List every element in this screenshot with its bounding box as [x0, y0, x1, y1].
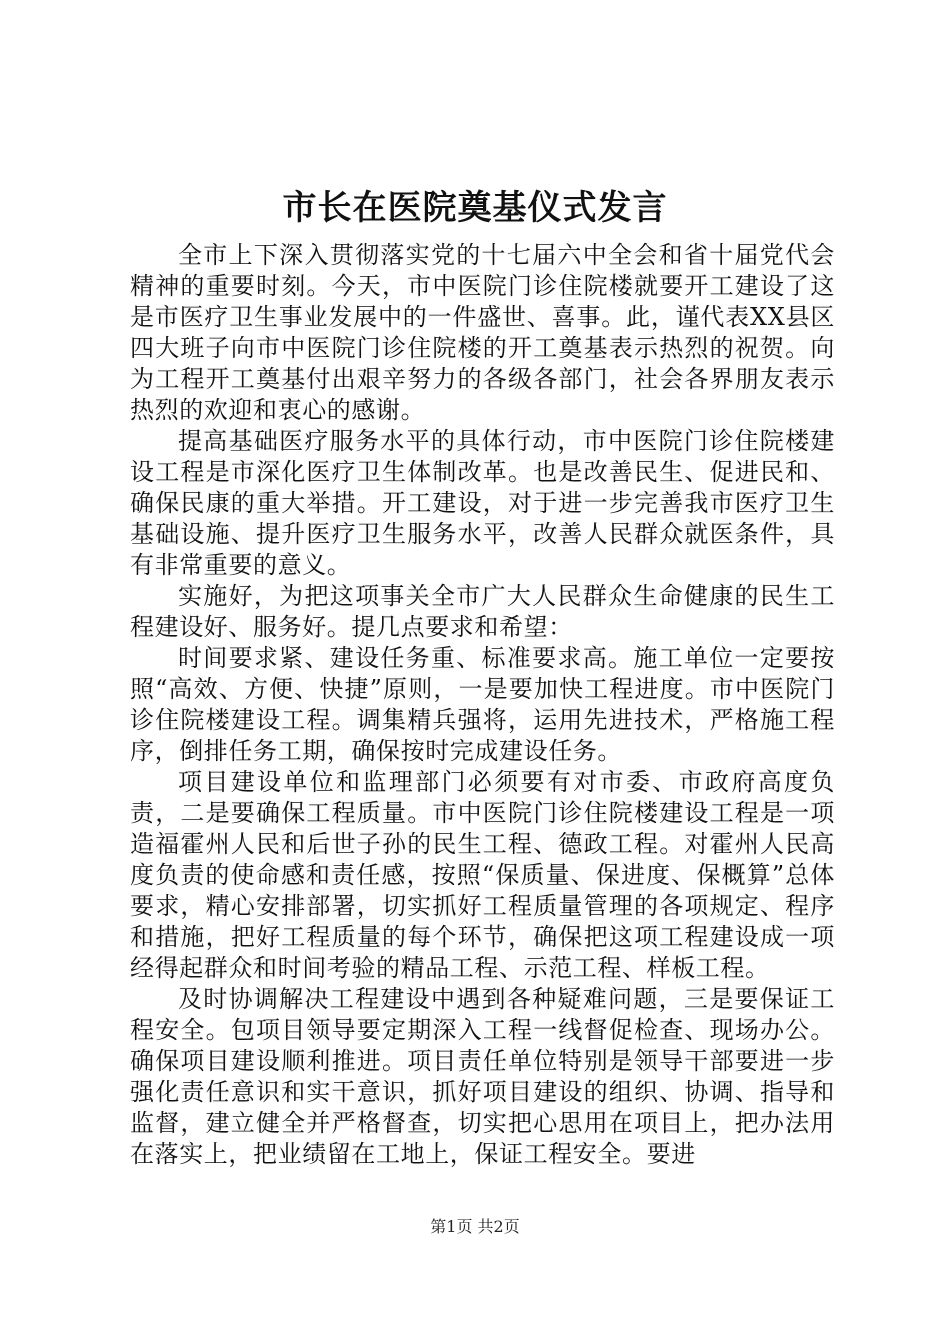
body-paragraph-4: 时间要求紧、建设任务重、标准要求高。施工单位一定要按照“高效、方便、快捷”原则，一是要加快工程进度。市中医院门诊住院楼建设工程。调集精兵强将，运用先进技术，严格施工程序，倒排任务工期，确保按时完成建设任务。	[130, 644, 835, 765]
body-paragraph-2: 提高基础医疗服务水平的具体行动，市中医院门诊住院楼建设工程是市深化医疗卫生体制改革。也是改善民生、促进民和、确保民康的重大举措。开工建设，对于进一步完善我市医疗卫生基础设施、提升医疗卫生服务水平，改善人民群众就医条件，具有非常重要的意义。	[130, 427, 835, 579]
page-number-footer: 第1页 共2页	[430, 1217, 520, 1236]
body-paragraph-5: 项目建设单位和监理部门必须要有对市委、市政府高度负责，二是要确保工程质量。市中医院门诊住院楼建设工程是一项造福霍州人民和后世子孙的民生工程、德政工程。对霍州人民高度负责的使命感和责任感，按照“保质量、保进度、保概算”总体要求，精心安排部署，切实抓好工程质量管理的各项规定、程序和措施，把好工程质量的每个环节，确保把这项工程建设成一项经得起群众和时间考验的精品工程、示范工程、样板工程。	[130, 768, 835, 982]
body-paragraph-3: 实施好，为把这项事关全市广大人民群众生命健康的民生工程建设好、服务好。提几点要求和希望：	[130, 582, 835, 641]
body-paragraph-1: 全市上下深入贯彻落实党的十七届六中全会和省十届党代会精神的重要时刻。今天，市中医院门诊住院楼就要开工建设了这是市医疗卫生事业发展中的一件盛世、喜事。此，谨代表XX县区四大班子向市中医院门诊住院楼的开工奠基表示热烈的祝贺。向为工程开工奠基付出艰辛努力的各级各部门，社会各界朋友表示热烈的欢迎和衷心的感谢。	[130, 241, 835, 424]
document-body	[130, 240, 835, 1170]
body-paragraph-6: 及时协调解决工程建设中遇到各种疑难问题，三是要保证工程安全。包项目领导要定期深入工程一线督促检查、现场办公。确保项目建设顺利推进。项目责任单位特别是领导干部要进一步强化责任意识和实干意识，抓好项目建设的组织、协调、指导和监督，建立健全并严格督查，切实把心思用在项目上，把办法用在落实上，把业绩留在工地上，保证工程安全。要进	[130, 985, 835, 1168]
document-title: 市长在医院奠基仪式发言	[282, 188, 668, 228]
